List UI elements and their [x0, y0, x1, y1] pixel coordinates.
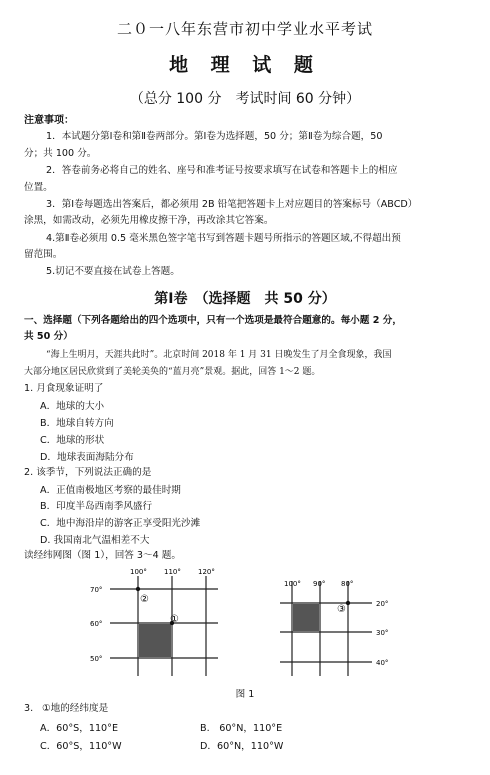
latitude-label: 50°	[90, 655, 103, 663]
section-instruction: 共 50 分）	[24, 331, 73, 342]
answer-option: D．60°N，110°W	[200, 741, 284, 752]
note-line: 位置。	[24, 182, 53, 193]
section-instruction: 一、选择题（下列各题给出的四个选项中，只有一个选项是最符合题意的。每小题 2 分，	[24, 315, 402, 326]
answer-option: B．地球自转方向	[40, 418, 114, 429]
answer-option: A．正值南极地区考察的最佳时期	[40, 485, 181, 496]
latitude-label: 20°	[376, 600, 389, 608]
point-marker	[346, 601, 350, 605]
question-stem: ①地的经纬度是	[42, 703, 109, 714]
answer-option: C．60°S，110°W	[40, 741, 122, 752]
note-line: 留范围。	[24, 249, 63, 260]
answer-option: D. 我国南北气温相差不大	[40, 535, 150, 546]
point-marker	[136, 587, 140, 591]
answer-option: B．印度半岛西南季风盛行	[40, 501, 153, 512]
passage: “海上生明月，天涯共此时”。北京时间 2018 年 1 月 31 日晚发生了月全食现象，我国	[46, 350, 392, 360]
exam-title: 二０一八年东营市初中学业水平考试	[116, 20, 373, 38]
question-stem: 读经纬网图（图 1），回答 3～4 题。	[24, 550, 181, 561]
note-line: 4.第Ⅱ卷必须用 0.5 毫米黑色签字笔书写到答题卡题号所指示的答题区域,不得超出预	[46, 233, 401, 244]
shaded-area	[293, 604, 319, 631]
shaded-area	[139, 624, 171, 657]
longitude-label: 110°	[164, 568, 181, 576]
answer-option: B. 60°N，110°E	[200, 723, 283, 734]
longitude-label: 80°	[341, 580, 354, 588]
note-line: 2．答卷前务必将自己的姓名、座号和准考证号按要求填写在试卷和答题卡上的相应	[46, 165, 398, 176]
answer-option: A．60°S，110°E	[40, 723, 119, 734]
answer-option: C．地球的形状	[40, 435, 105, 446]
point-label: ①	[170, 614, 179, 625]
note-line: 涂黑，如需改动，必须先用橡皮擦干净，再改涂其它答案。	[24, 215, 274, 226]
answer-option: D．地球表面海陆分布	[40, 452, 134, 463]
answer-option: A．地球的大小	[40, 401, 105, 412]
note-line: 5.切记不要直接在试卷上答题。	[46, 266, 180, 277]
question-stem: 1. 月食现象证明了	[24, 383, 104, 394]
question-stem: 2. 该季节，下列说法正确的是	[24, 467, 152, 478]
latitude-longitude-figure	[80, 566, 410, 684]
point-label: ②	[140, 594, 149, 605]
figure-caption: 图 1	[235, 689, 255, 700]
question-number: 3.	[24, 703, 34, 714]
note-line: 3．第Ⅰ卷每题选出答案后，都必须用 2B 铅笔把答题卡上对应题目的答案标号（ABCD）	[46, 199, 418, 210]
latitude-label: 30°	[376, 629, 389, 637]
latitude-label: 70°	[90, 586, 103, 594]
notes-heading: 注意事项：	[24, 115, 74, 126]
latitude-label: 60°	[90, 620, 103, 628]
longitude-label: 100°	[130, 568, 147, 576]
answer-option: C．地中海沿岸的游客正享受阳光沙滩	[40, 518, 201, 529]
point-label: ③	[337, 604, 346, 615]
section-title: 第Ⅰ卷 （选择题 共 50 分）	[154, 291, 336, 307]
longitude-label: 100°	[284, 580, 301, 588]
latitude-label: 40°	[376, 659, 389, 667]
note-line: 分；共 100 分。	[24, 148, 97, 159]
longitude-label: 90°	[313, 580, 326, 588]
note-line: 1．本试题分第Ⅰ卷和第Ⅱ卷两部分。第Ⅰ卷为选择题，50 分；第Ⅱ卷为综合题，50	[46, 131, 383, 142]
passage: 大部分地区居民欣赏到了美轮美奂的“蓝月亮”景观。据此，回答 1～2 题。	[24, 367, 321, 377]
longitude-label: 120°	[198, 568, 215, 576]
exam-info: （总分 100 分 考试时间 60 分钟）	[129, 91, 361, 107]
subject-title: 地 理 试 题	[169, 54, 321, 76]
